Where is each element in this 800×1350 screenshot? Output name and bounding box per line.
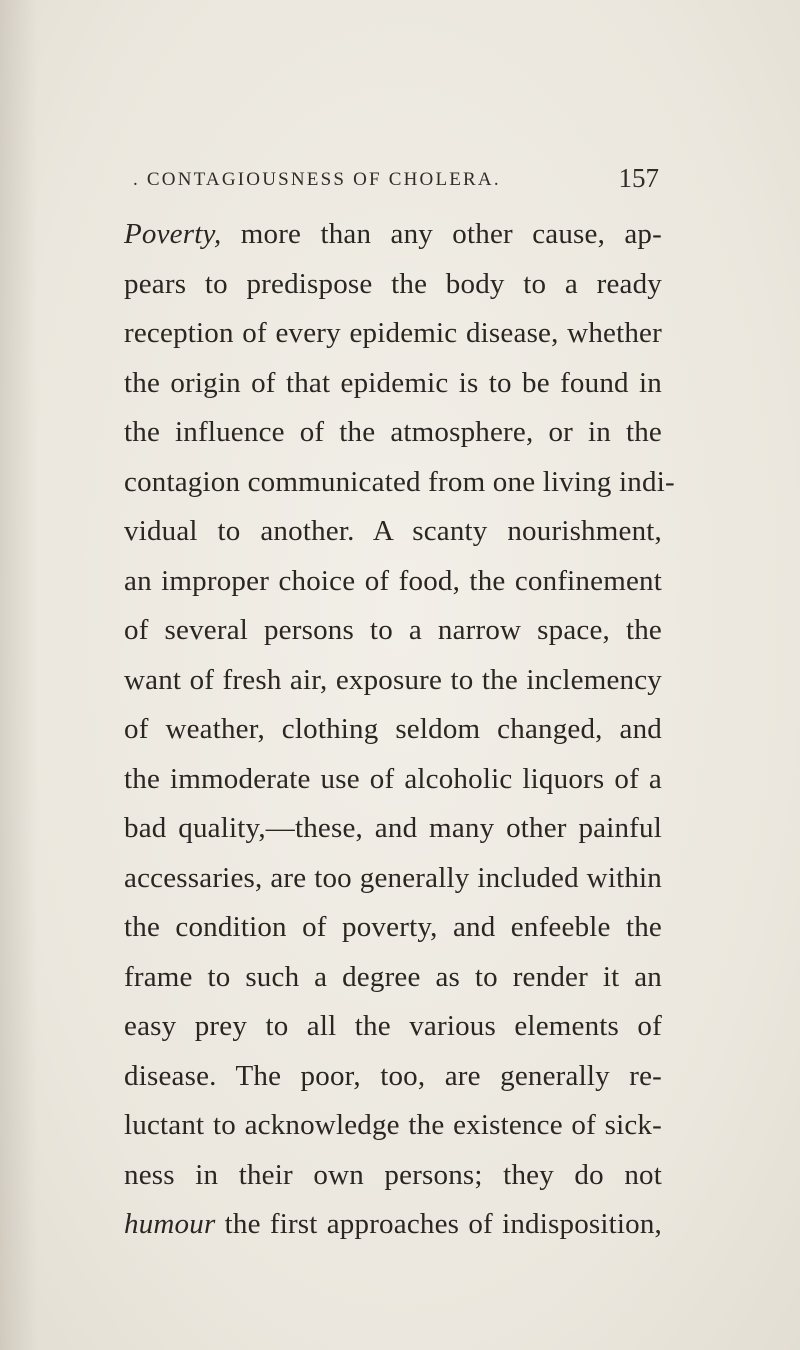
text-line: of weather, clothing seldom changed, and [124, 713, 662, 745]
text-line [124, 1200, 662, 1250]
text-line: vidual to another. A scanty nourishment, [124, 515, 662, 547]
text-line: the influence of the atmosphere, or in the [124, 416, 662, 448]
text-line: bad quality,—these, and many other painful [124, 812, 662, 844]
text-line: an improper choice of food, the confinement [124, 564, 662, 597]
line-text: the first approaches of indisposition, [215, 1208, 662, 1240]
italic-word: humour [124, 1208, 216, 1240]
text-line: accessaries, are too generally included within [124, 861, 662, 894]
text-line [124, 210, 662, 260]
italic-word: Poverty, [124, 218, 222, 250]
body-text [124, 210, 675, 1250]
text-line: luctant to acknowledge the existence of sick- [124, 1109, 662, 1141]
line-text: more than any other cause, ap- [221, 218, 662, 250]
running-head [133, 163, 659, 197]
text-line: the origin of that epidemic is to be found in [124, 366, 662, 399]
text-line: pears to predispose the body to a ready [124, 267, 662, 300]
text-line: easy prey to all the various elements of [124, 1010, 662, 1042]
text-line: of several persons to a narrow space, the [124, 614, 662, 646]
text-line: ness in their own persons; they do not [124, 1158, 662, 1191]
page-number: 157 [618, 163, 659, 193]
text-line: the immoderate use of alcoholic liquors of a [124, 762, 662, 795]
text-line: disease. The poor, too, are generally re- [124, 1059, 662, 1092]
spine-shadow [0, 0, 38, 1350]
running-title: . CONTAGIOUSNESS OF CHOLERA. [133, 169, 501, 190]
text-line: reception of every epidemic disease, whether [124, 317, 662, 349]
text-line: frame to such a degree as to render it an [124, 960, 662, 993]
text-line: the condition of poverty, and enfeeble the [124, 911, 662, 943]
text-line: want of fresh air, exposure to the inclemency [124, 663, 662, 696]
text-line: contagion communicated from one living indi- [124, 465, 675, 498]
